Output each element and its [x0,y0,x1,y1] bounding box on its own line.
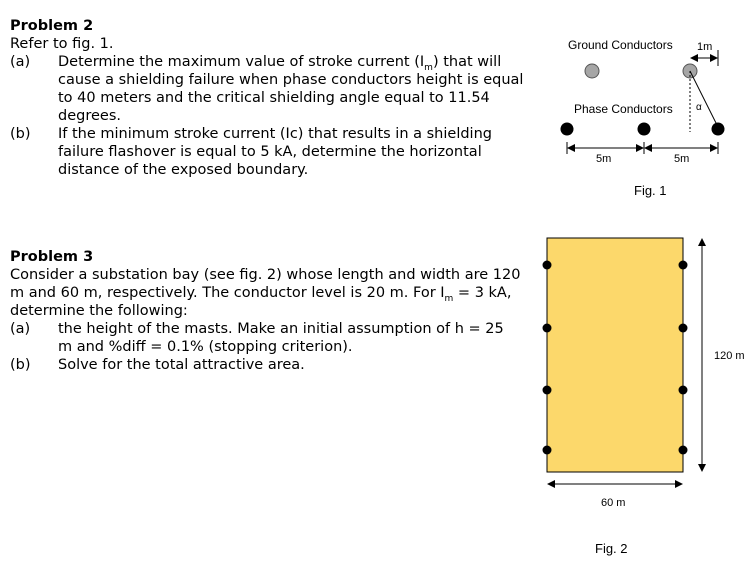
problem3-line1: Consider a substation bay (see fig. 2) whose length and width are 120 [10,267,521,283]
problem2-a-line2: cause a shielding failure when phase conductors height is equal [58,72,524,88]
length-label: 120 m [714,350,745,362]
shielding-angle-line [690,71,718,127]
problem2-a-line1: Determine the maximum value of stroke current $(I_m)$ that will [58,54,502,73]
gap-label: 1m [697,41,713,53]
phase-conductor-middle [638,123,651,136]
problem3-b-line1: Solve for the total attractive area. [58,357,305,373]
mast-right-1 [679,261,688,270]
phase-conductor-left [561,123,574,136]
spacing-right-label: 5m [674,153,690,165]
ground-conductor-left [585,64,599,78]
mast-right-4 [679,446,688,455]
problem3-line3: determine the following: [10,303,188,319]
problem2-a-line3: to 40 meters and the critical shielding angle equal to 11.54 [58,90,490,106]
problem2-title: Problem 2 [10,18,94,34]
mast-right-3 [679,386,688,395]
problem2-a-marker: (a) [10,54,31,70]
angle-label: α [696,102,702,113]
spacing-left-label: 5m [596,153,612,165]
fig2-diagram [543,238,703,484]
problem3-a-line2: m and %diff = 0.1% (stopping criterion). [58,339,353,355]
problem3-a-line1: the height of the masts. Make an initial assumption of h = 25 [58,321,504,337]
problem2-b-line2: failure flashover is equal to 5 kA, determine the horizontal [58,144,482,160]
problem3-title: Problem 3 [10,249,94,265]
ground-conductors-label: Ground Conductors [568,38,673,52]
problem2-b-marker: (b) [10,126,31,142]
problem3-b-marker: (b) [10,357,31,373]
problem2-b-line1: If the minimum stroke current (Ic) that results in a shielding [58,126,492,142]
phase-conductor-right [712,123,725,136]
width-label: 60 m [601,497,626,509]
mast-left-3 [543,386,552,395]
problem3-line2: m and 60 m, respectively. The conductor level is 20 m. For $I_m = 3$ kA, [10,285,512,304]
problem2-a-line4: degrees. [58,108,121,124]
mast-right-2 [679,324,688,333]
fig1-caption: Fig. 1 [634,183,667,198]
problem2-refer: Refer to fig. 1. [10,36,114,52]
mast-left-1 [543,261,552,270]
fig2-caption: Fig. 2 [595,541,628,556]
problem3-a-marker: (a) [10,321,31,337]
mast-left-2 [543,324,552,333]
phase-conductors-label: Phase Conductors [574,102,673,116]
mast-left-4 [543,446,552,455]
substation-bay [547,238,683,472]
problem2-b-line3: distance of the exposed boundary. [58,162,309,178]
